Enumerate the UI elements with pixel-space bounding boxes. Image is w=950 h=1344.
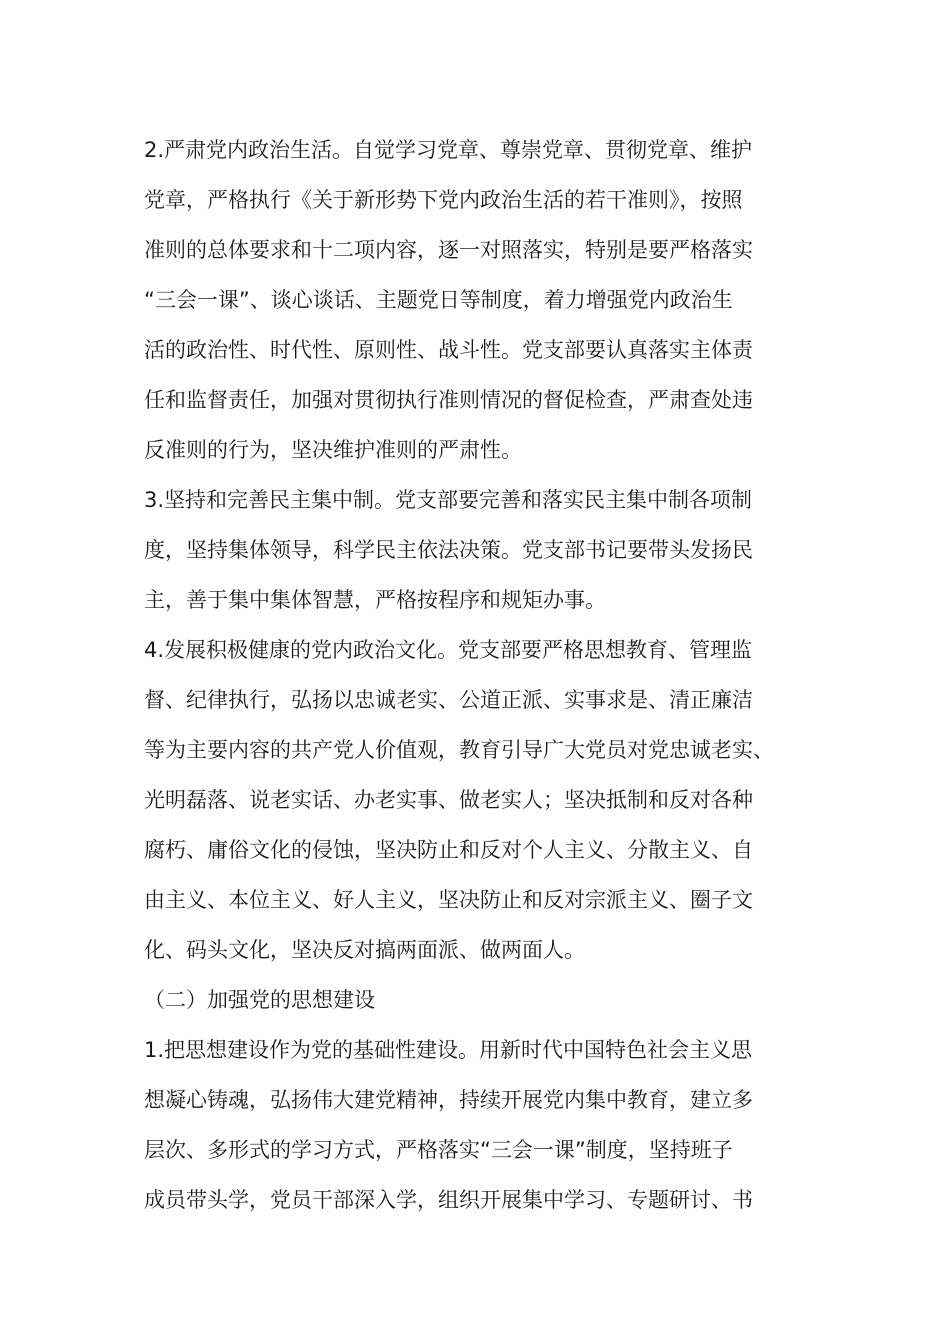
- text-line: 3.坚持和完善民主集中制。党支部要完善和落实民主集中制各项制: [144, 488, 753, 512]
- text-line: 腐朽、庸俗文化的侵蚀，坚决防止和反对个人主义、分散主义、自: [144, 838, 753, 862]
- text-line: 成员带头学，党员干部深入学，组织开展集中学习、专题研讨、书: [144, 1188, 753, 1212]
- text-line: 督、纪律执行，弘扬以忠诚老实、公道正派、实事求是、清正廉洁: [144, 688, 753, 712]
- text-line: 准则的总体要求和十二项内容，逐一对照落实，特别是要严格落实: [144, 238, 753, 262]
- text-line: 化、码头文化，坚决反对搞两面派、做两面人。: [144, 938, 585, 962]
- text-line: 反准则的行为，坚决维护准则的严肃性。: [144, 438, 522, 462]
- section-heading: （二）加强党的思想建设: [144, 988, 375, 1012]
- text-line: 主，善于集中集体智慧，严格按程序和规矩办事。: [144, 588, 606, 612]
- text-line: 2.严肃党内政治生活。自觉学习党章、尊崇党章、贯彻党章、维护: [144, 138, 753, 162]
- text-line: 层次、多形式的学习方式，严格落实“三会一课”制度，坚持班子: [144, 1138, 733, 1162]
- text-line: 光明磊落、说老实话、办老实事、做老实人；坚决抵制和反对各种: [144, 788, 753, 812]
- text-line: 度，坚持集体领导，科学民主依法决策。党支部书记要带头发扬民: [144, 538, 753, 562]
- text-line: “三会一课”、谈心谈话、主题党日等制度，着力增强党内政治生: [144, 288, 733, 312]
- text-line: 等为主要内容的共产党人价值观，教育引导广大党员对党忠诚老实、: [144, 738, 774, 762]
- text-line: 4.发展积极健康的党内政治文化。党支部要严格思想教育、管理监: [144, 638, 753, 662]
- text-line: 由主义、本位主义、好人主义，坚决防止和反对宗派主义、圈子文: [144, 888, 753, 912]
- text-line: 活的政治性、时代性、原则性、战斗性。党支部要认真落实主体责: [144, 338, 753, 362]
- text-line: 1.把思想建设作为党的基础性建设。用新时代中国特色社会主义思: [144, 1038, 753, 1062]
- text-line: 任和监督责任，加强对贯彻执行准则情况的督促检查，严肃查处违: [144, 388, 753, 412]
- text-line: 党章，严格执行《关于新形势下党内政治生活的若干准则》，按照: [144, 188, 743, 212]
- text-line: 想凝心铸魂，弘扬伟大建党精神，持续开展党内集中教育，建立多: [144, 1088, 753, 1112]
